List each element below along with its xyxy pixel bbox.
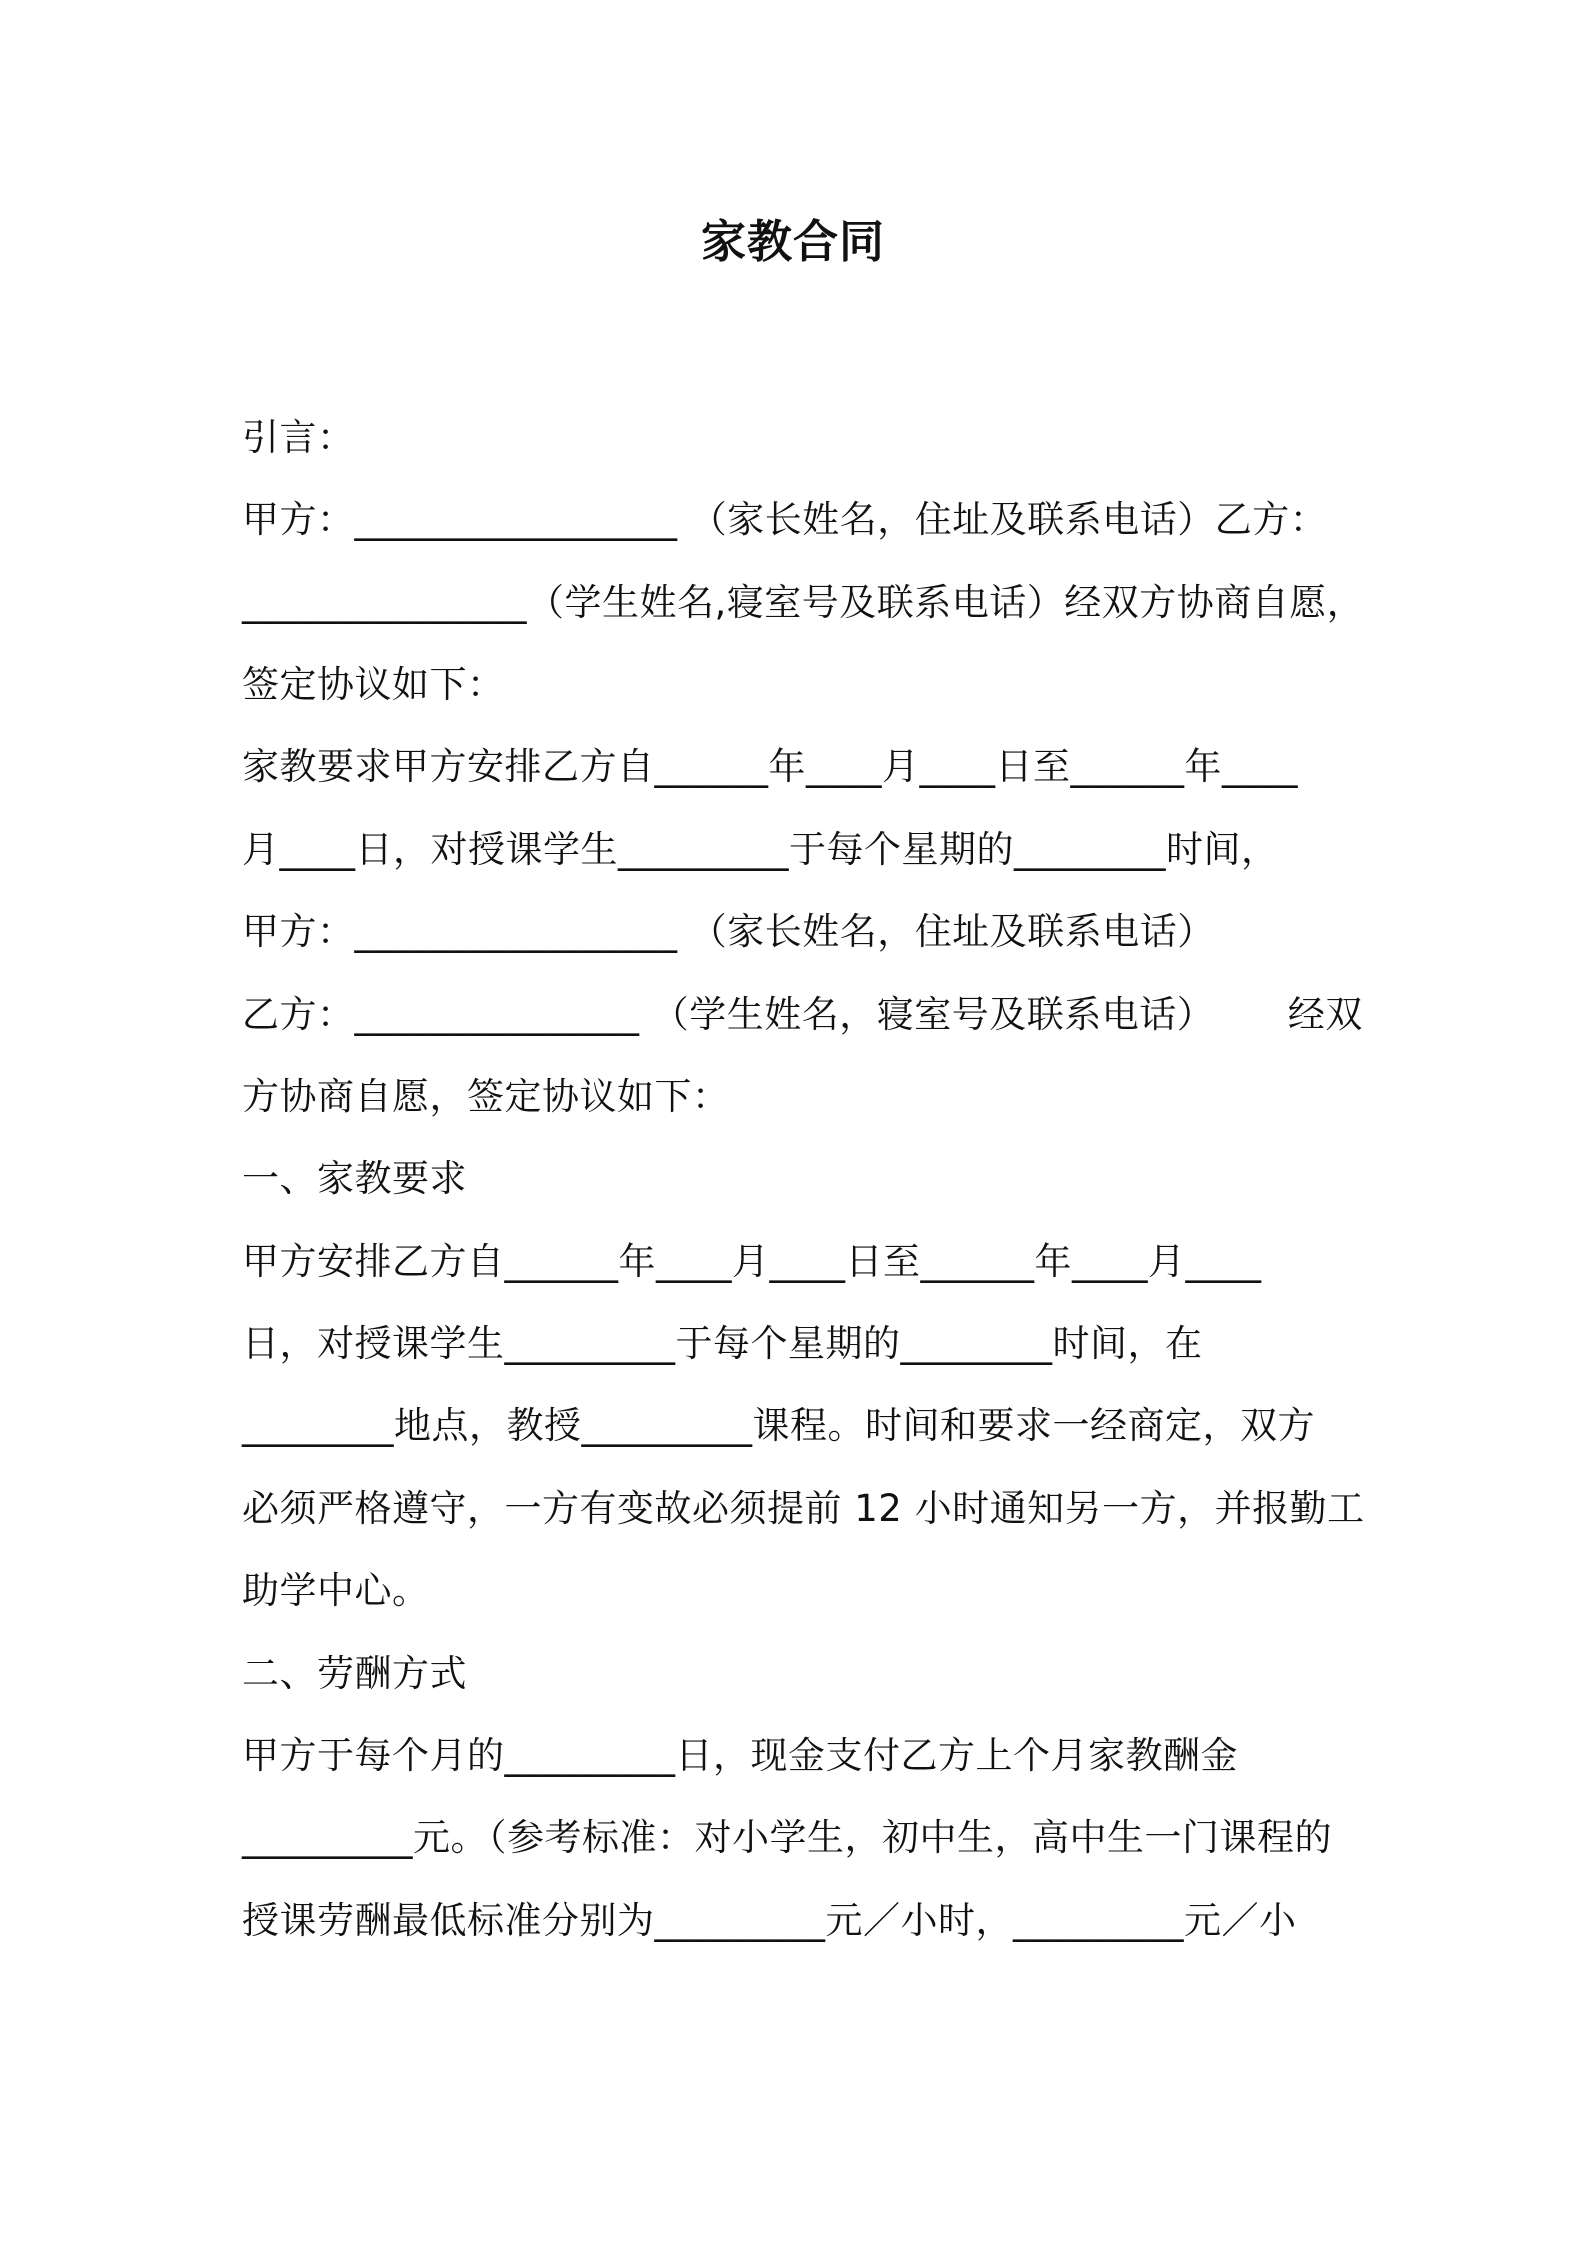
text-line-party-b: _______________（学生姓名,寝室号及联系电话）经双方协商自愿， xyxy=(242,581,1365,624)
text-line-payment-rates: 授课劳酬最低标准分别为_________元／小时，_________元／小 xyxy=(242,1899,1297,1942)
text-line-tutoring-time: 月____日，对授课学生_________于每个星期的________时间， xyxy=(242,828,1279,871)
text-line-notice: 必须严格遵守，一方有变故必须提前 12 小时通知另一方，并报勤工 xyxy=(242,1487,1365,1530)
text-line-party-a-repeat: 甲方：_________________ （家长姓名，住址及联系电话） xyxy=(242,910,1215,953)
text-line-schedule-time: 日，对授课学生_________于每个星期的________时间，在 xyxy=(242,1322,1203,1365)
text-line-agreement: 签定协议如下： xyxy=(242,663,505,706)
text-line-tutoring-dates: 家教要求甲方安排乙方自______年____月____日至______年____ xyxy=(242,745,1298,788)
text-line-intro: 引言： xyxy=(242,416,355,459)
text-line-center: 助学中心。 xyxy=(242,1569,430,1612)
section-heading-payment: 二、劳酬方式 xyxy=(242,1652,467,1695)
text-line-payment-day: 甲方于每个月的_________日，现金支付乙方上个月家教酬金 xyxy=(242,1734,1238,1777)
section-heading-requirements: 一、家教要求 xyxy=(242,1157,467,1200)
text-line-payment-reference: _________元。（参考标准：对小学生，初中生，高中生一门课程的 xyxy=(242,1816,1332,1859)
text-line-schedule-dates: 甲方安排乙方自______年____月____日至______年____月____ xyxy=(242,1240,1262,1283)
text-line-agreement-repeat: 方协商自愿，签定协议如下： xyxy=(242,1075,730,1118)
text-line-location-course: ________地点，教授_________课程。时间和要求一经商定，双方 xyxy=(242,1404,1315,1447)
document-title: 家教合同 xyxy=(700,215,885,268)
text-line-party-b-repeat: 乙方：_______________ （学生姓名，寝室号及联系电话） 经双 xyxy=(242,993,1363,1036)
text-line-party-a: 甲方：_________________ （家长姓名，住址及联系电话）乙方： xyxy=(242,498,1328,541)
